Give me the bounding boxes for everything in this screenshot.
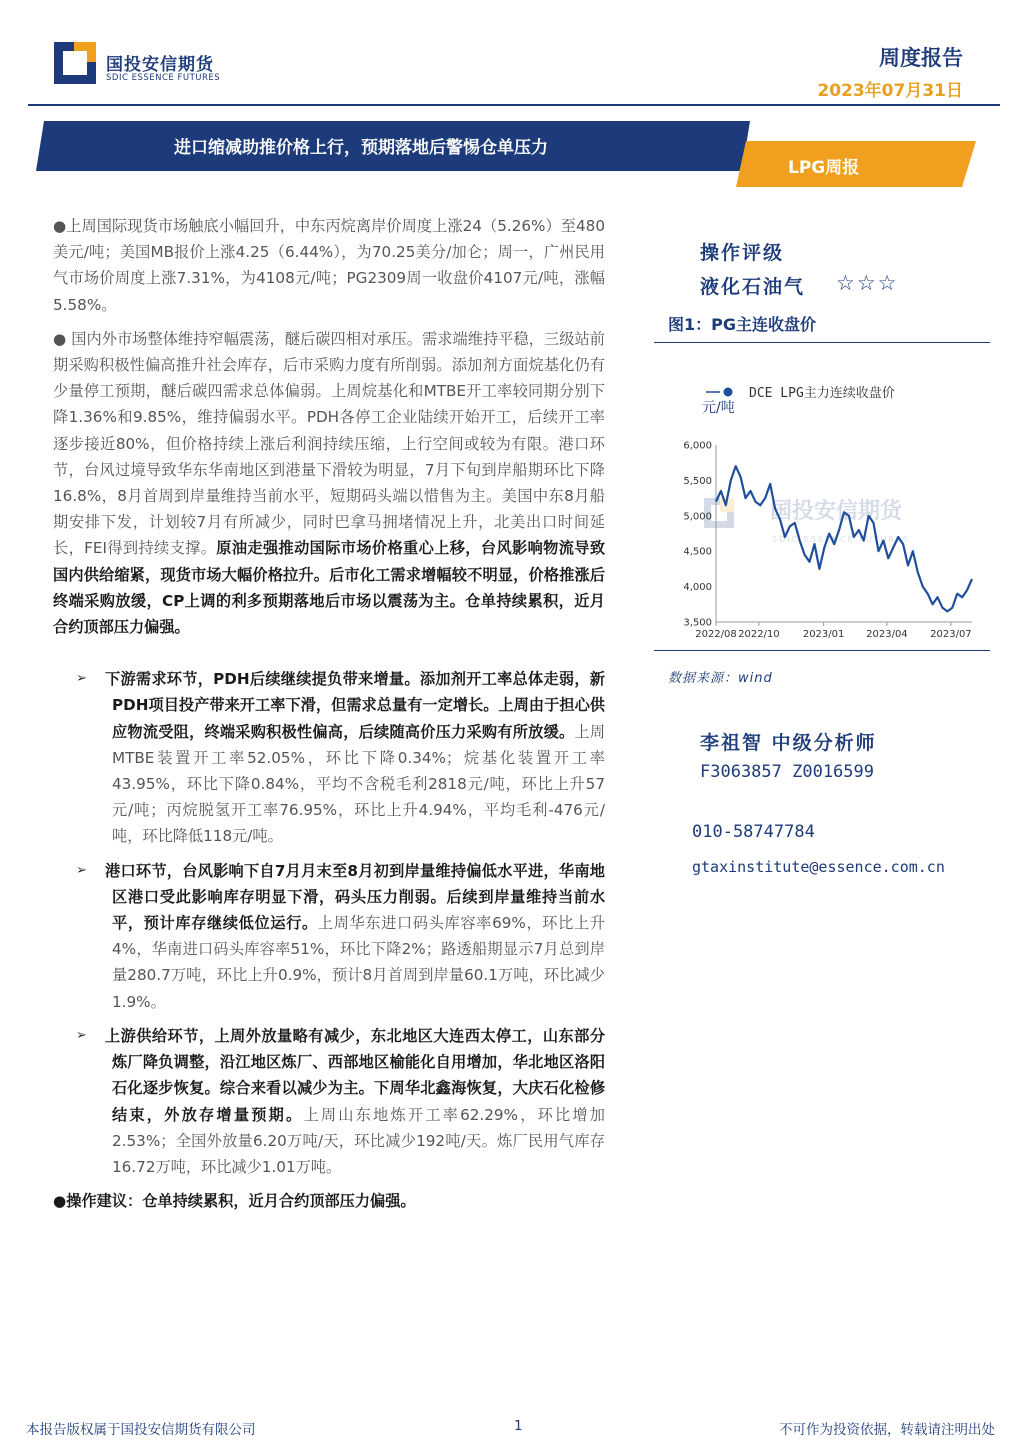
arrow-bullet-icon: ➢ [76,671,87,687]
y-tick-label: 5,500 [683,475,712,487]
header-divider [28,104,1000,106]
legend-marker-icon [724,388,733,397]
report-headline: 进口缩减助推价格上行，预期落地后警惕仓单压力 [174,138,548,158]
contact-phone: 010-58747784 [692,822,815,842]
port-summary: 港口环节，台风影响下自7月月末至8月初到岸量维持偏低水平进，华南地区港口受此影响库存明显下滑，码头压力削弱。后续到岸量维持当前水平，预计库存继续低位运行。 [105,861,605,933]
page-number: 1 [514,1418,523,1434]
analysis-conclusion: 原油走强推动国际市场价格重心上移，台风影响物流导致国内供给缩紧，现货市场大幅价格拉升。后市化工需求增幅较不明显，价格推涨后终端采购放缓，CP上调的利多预期落地后市场以震荡为主。仓单持续累积，近月合约顶部压力偏强。 [53,539,606,637]
paragraph-downstream [53,666,605,849]
paragraph-port [53,858,605,1015]
rating-title: 操作评级 [700,242,785,264]
y-tick-label: 6,000 [683,440,712,452]
watermark-text-en: SDIC ESSENCE FUTURES [772,535,911,544]
x-tick-label: 2022/08 [695,629,737,640]
paragraph-upstream [53,1023,605,1180]
contact-email: gtaxinstitute@essence.com.cn [692,858,945,876]
operation-advice-text: ●操作建议：仓单持续累积，近月合约顶部压力偏强。 [53,1192,416,1211]
price-chart [654,350,990,650]
paragraph-market-summary: ●上周国际现货市场触底小幅回升，中东丙烷离岸价周度上涨24（5.26%）至480美元/吨；美国MB报价上涨4.25（6.44%），为70.25美分/加仑；周一，广州民用气市场价周度上涨7.31%，为4108元/吨；PG2309周一收盘价4107元/吨，涨幅5.58%。 [53,217,605,314]
y-axis-label: 元/吨 [702,400,735,416]
upstream-summary: 上游供给环节，上周外放量略有减少，东北地区大连西太停工，山东部分炼厂降负调整，沿江地区炼厂、西部地区榆能化自用增加，华北地区洛阳石化逐步恢复。综合来看以减少为主。下周华北鑫海恢复，大庆石化检修结束，外放存增量预期。 [105,1026,605,1124]
company-logo [54,42,234,88]
product-name: 液化石油气 [700,276,806,298]
x-tick-label: 2023/01 [802,629,845,640]
y-tick-label: 4,000 [683,582,712,594]
downstream-summary: 下游需求环节，PDH后续继续提负带来增量。添加剂开工率总体走弱，新PDH项目投产带来开工率下滑，但需求总量有一定增长。上周由于担心供应物流受阻，终端采购积极性偏高，后续随高价压力采购有所放缓。 [105,670,605,741]
figure-top-rule [654,342,990,343]
watermark-text-cn: 国投安信期货 [770,499,903,524]
analyst-name: 李祖智 中级分析师 [700,732,877,754]
footer-copyright: 本报告版权属于国投安信期货有限公司 [26,1422,256,1438]
paragraph-market-analysis [53,326,605,640]
downstream-data: 上周MTBE装置开工率52.05%，环比下降0.34%；烷基化装置开工率43.95%，环比下降0.84%，平均不含税毛利2818元/吨，环比上升57元/吨；丙烷脱氢开工率76.95%，环比上升4.94%，平均毛利-476元/吨，环比降低118元/吨。 [112,722,606,846]
analyst-licenses: F3063857 Z0016599 [700,762,874,782]
x-tick-label: 2022/10 [738,629,780,640]
logo-text-cn: 国投安信期货 [106,55,214,75]
y-tick-label: 3,500 [683,617,712,629]
port-data: 上周华东进口码头库容率69%，环比上升4%，华南进口码头库容率51%，环比下降2%；路透船期显示7月总到岸量280.7万吨，环比上升0.9%，预计8月首周到岸量60.1万吨，环比减少1.9%。 [112,914,606,1011]
main-content [53,213,605,1222]
footer-disclaimer: 不可作为投资依据，转载请注明出处 [779,1422,995,1438]
rating-stars-icon: ☆☆☆ [836,271,899,295]
y-tick-label: 5,000 [683,511,712,523]
y-tick-label: 4,500 [683,546,712,558]
logo-text-en: SDIC ESSENCE FUTURES [106,73,221,83]
analysis-text: ● 国内外市场整体维持窄幅震荡，醚后碳四相对承压。需求端维持平稳，三级站前期采购积极性偏高推升社会库存，后市采购力度有所削弱。添加剂方面烷基化仍有少量停工预期，醚后碳四需求总体偏弱。上周烷基化和MTBE开工率较同期分别下降1.36%和9.85%，维持偏弱水平。PDH各停工企业陆续开始开工，后续开工率逐步接近80%，但价格持续上涨后利润持续压缩，上行空间或较为有限。港口环节，台风过境导致华东华南地区到港量下滑较为明显，7月下旬到岸船期环比下降16.8%，8月首周到岸量维持当前水平，短期码头端以惜售为主。美国中东8月船期安排下发，计划较7月有所减少，同时巴拿马拥堵情况上升，北美出口时间延长，FEI得到持续支撑。 [53,329,605,558]
operation-advice [53,1188,605,1214]
arrow-bullet-icon: ➢ [76,862,87,878]
logo-mark-icon [54,42,96,84]
legend-label: DCE LPG主力连续收盘价 [749,386,895,401]
upstream-data: 上周山东地炼开工率62.29%，环比增加2.53%；全国外放量6.20万吨/天，环比减少192吨/天。炼厂民用气库存16.72万吨，环比减少1.01万吨。 [112,1105,605,1176]
figure-title: 图1：PG主连收盘价 [668,315,816,334]
chart-watermark [704,498,910,544]
figure-bottom-rule [654,650,990,651]
report-type: 周度报告 [879,46,963,70]
x-tick-label: 2023/07 [930,629,972,640]
data-source: 数据来源：wind [668,671,773,686]
x-tick-label: 2023/04 [866,629,908,640]
arrow-bullet-icon: ➢ [76,1027,87,1043]
report-date: 2023年07月31日 [817,81,963,101]
lpg-tag-label: LPG周报 [788,158,860,178]
